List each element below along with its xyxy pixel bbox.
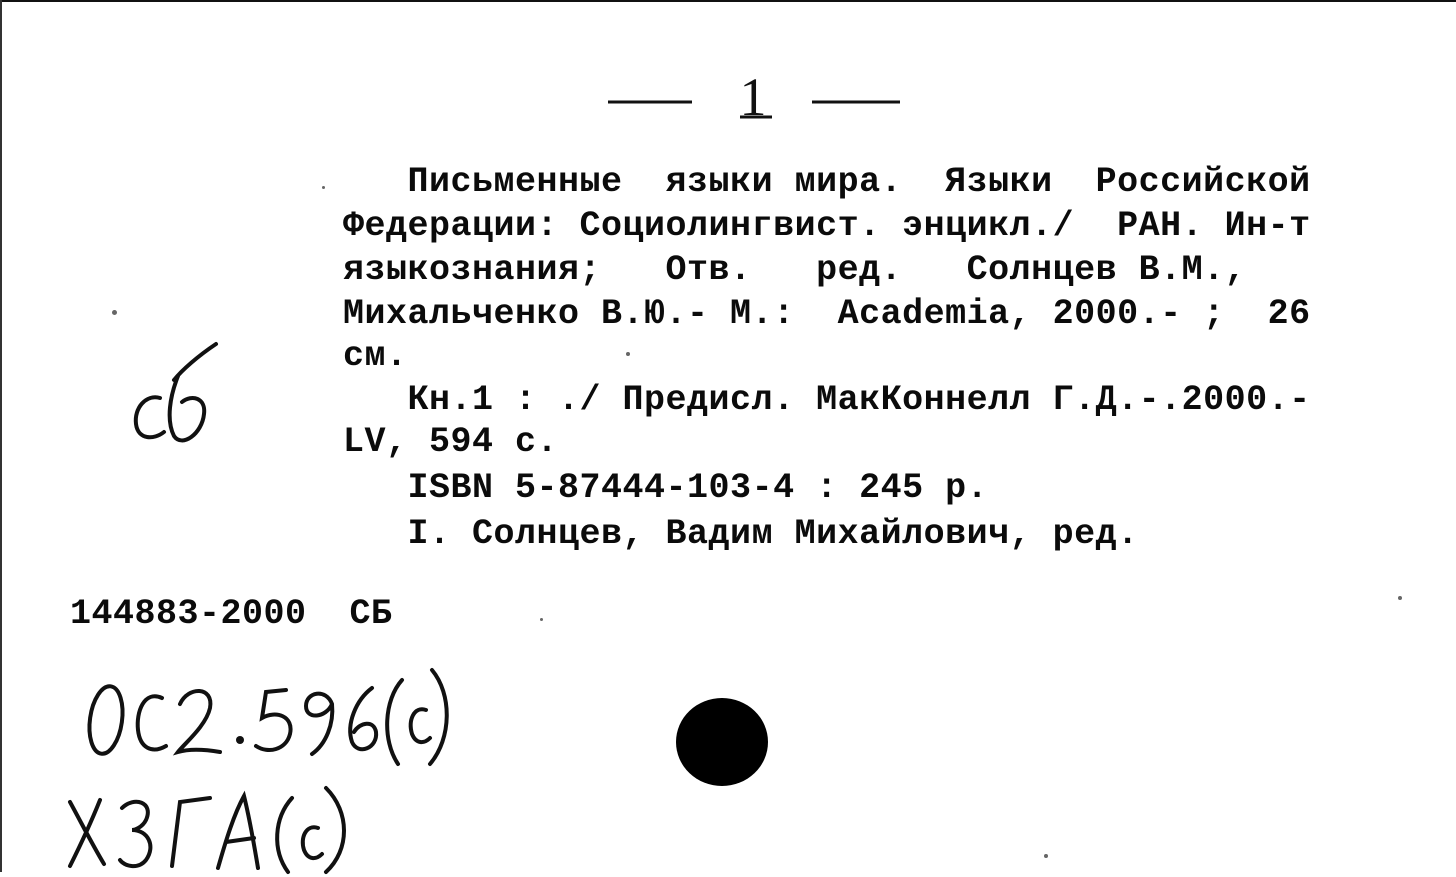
entry-line-7: LV, 594 с. [343,422,559,462]
scan-speck [1044,854,1048,858]
card-left-edge [0,0,2,872]
card-top-edge [0,0,1456,2]
scan-speck [1398,596,1402,600]
handwritten-margin-note [126,336,226,456]
scan-speck [322,186,325,189]
card-number [600,62,910,127]
inventory-number: 144883-2000 СБ [70,594,393,634]
entry-line-4: Михальченко В.Ю.- М.: Academia, 2000.- ; 26 [343,294,1311,334]
entry-line-9: I. Солнцев, Вадим Михайлович, ред. [343,514,1139,554]
entry-line-8: ISBN 5-87444-103-4 : 245 р. [343,468,989,508]
card-number-digit: 1 [739,67,767,127]
scan-speck [626,352,630,356]
entry-line-6: Кн.1 : ./ Предисл. МакКоннелл Г.Д.-.2000.- [343,380,1311,420]
entry-line-3: языкознания; Отв. ред. Солнцев В.М., [343,250,1247,290]
entry-line-5: см. [343,336,408,376]
entry-line-2: Федерации: Социолингвист. энцикл./ РАН. Ин-т [343,206,1311,246]
handwritten-shelf-mark-1 [80,660,460,770]
handwritten-shelf-mark-2 [60,780,360,872]
scan-speck [540,618,543,621]
scan-speck [112,310,117,315]
entry-line-1: Письменные языки мира. Языки Российской [343,162,1311,202]
punch-hole [676,698,768,786]
